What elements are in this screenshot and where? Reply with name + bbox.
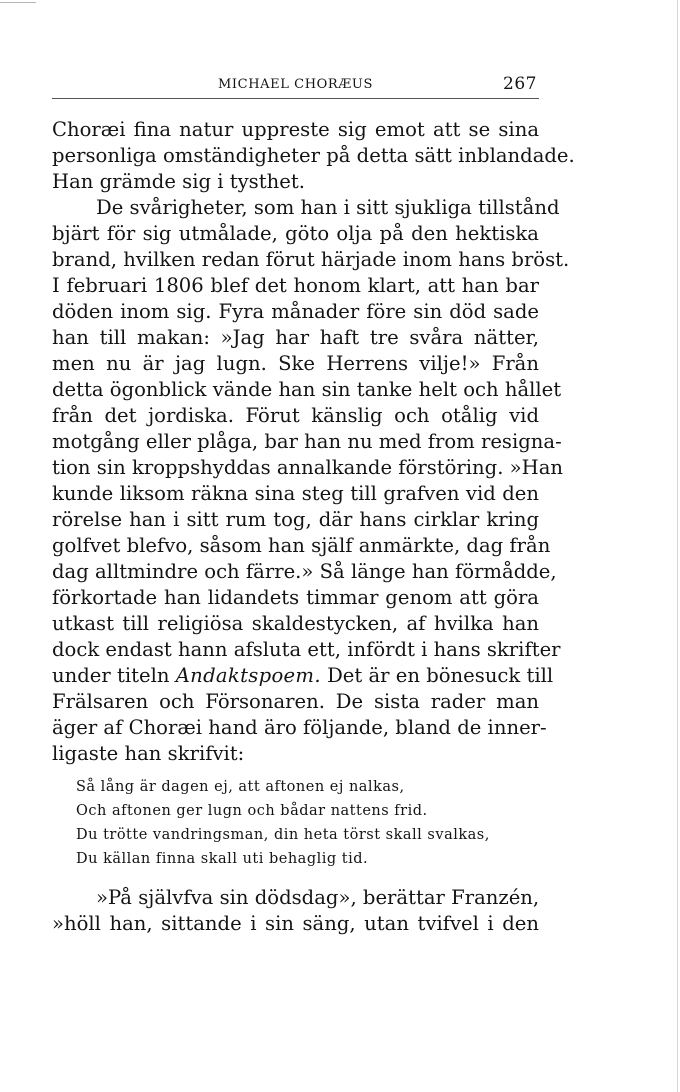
text-line: detta ögonblick vände han sin tanke helt och hållet [52, 378, 562, 401]
text-line: »På självfva sin dödsdag», berättar Franzén, [96, 886, 540, 909]
text-fragment: Det är en bönesuck till [327, 664, 554, 687]
paragraph-3 [52, 885, 539, 937]
text-line: rörelse han i sitt rum tog, där hans cirklar kring [52, 508, 539, 531]
text-line: dag alltmindre och färre.» Så länge han förmådde, [52, 560, 557, 583]
text-line: brand, hvilken redan förut härjade inom hans bröst. [52, 248, 570, 271]
page-header [52, 72, 539, 99]
poem-line: Och aftonen ger lugn och bådar nattens frid. [76, 803, 428, 819]
text-line: De svårigheter, som han i sitt sjukliga tillstånd [96, 196, 560, 219]
page-number: 267 [503, 74, 537, 94]
text-line: motgång eller plåga, bar han nu med from resigna- [52, 430, 562, 453]
text-fragment: under titeln [52, 664, 170, 687]
poem-quote [52, 775, 539, 871]
text-line [52, 663, 554, 689]
text-line: kunde liksom räkna sina steg till grafven vid den [52, 482, 539, 505]
text-line: »höll han, sittande i sin säng, utan tvifvel i den [52, 912, 539, 935]
body-text [52, 117, 575, 937]
text-line: utkast till religiösa skaldestycken, af hvilka han [52, 612, 539, 635]
scan-edge-mark [0, 2, 36, 3]
text-line: Han grämde sig i tysthet. [52, 170, 305, 193]
poem-line: Du källan finna skall uti behaglig tid. [76, 851, 369, 867]
paragraph-1 [52, 117, 575, 195]
text-line: personliga omständigheter på detta sätt inblandade. [52, 144, 575, 167]
text-line: tion sin kroppshyddas annalkande förstöring. »Han [52, 456, 564, 479]
running-title: MICHAEL CHORÆUS [218, 77, 373, 92]
text-line: dock endast hann afsluta ett, infördt i hans skrifter [52, 638, 561, 661]
scan-page-edge [677, 0, 678, 1092]
text-line: han till makan: »Jag har haft tre svåra nätter, [52, 326, 539, 349]
poem-line: Du trötte vandringsman, din heta törst skall svalkas, [76, 827, 490, 843]
text-line: äger af Choræi hand äro följande, bland de inner- [52, 716, 547, 739]
text-line: I februari 1806 blef det honom klart, att han bar [52, 274, 539, 297]
text-line: från det jordiska. Förut känslig och otålig vid [52, 404, 539, 427]
work-title: Andaktspoem. [175, 664, 321, 687]
text-line: golfvet blefvo, såsom han själf anmärkte, dag från [52, 534, 551, 557]
text-line: förkortade han lidandets timmar genom att göra [52, 586, 539, 609]
text-line: Choræi fina natur uppreste sig emot att se sina [52, 118, 539, 141]
text-line: bjärt för sig utmålade, göto olja på den hektiska [52, 222, 539, 245]
book-page [52, 72, 575, 937]
poem-line: Så lång är dagen ej, att aftonen ej nalkas, [76, 779, 405, 795]
paragraph-2 [52, 195, 570, 767]
text-line: men nu är jag lugn. Ske Herrens vilje!» Från [52, 352, 539, 375]
text-line: döden inom sig. Fyra månader före sin död sade [52, 300, 539, 323]
text-line: ligaste han skrifvit: [52, 742, 245, 765]
text-line: Frälsaren och Försonaren. De sista rader man [52, 690, 539, 713]
